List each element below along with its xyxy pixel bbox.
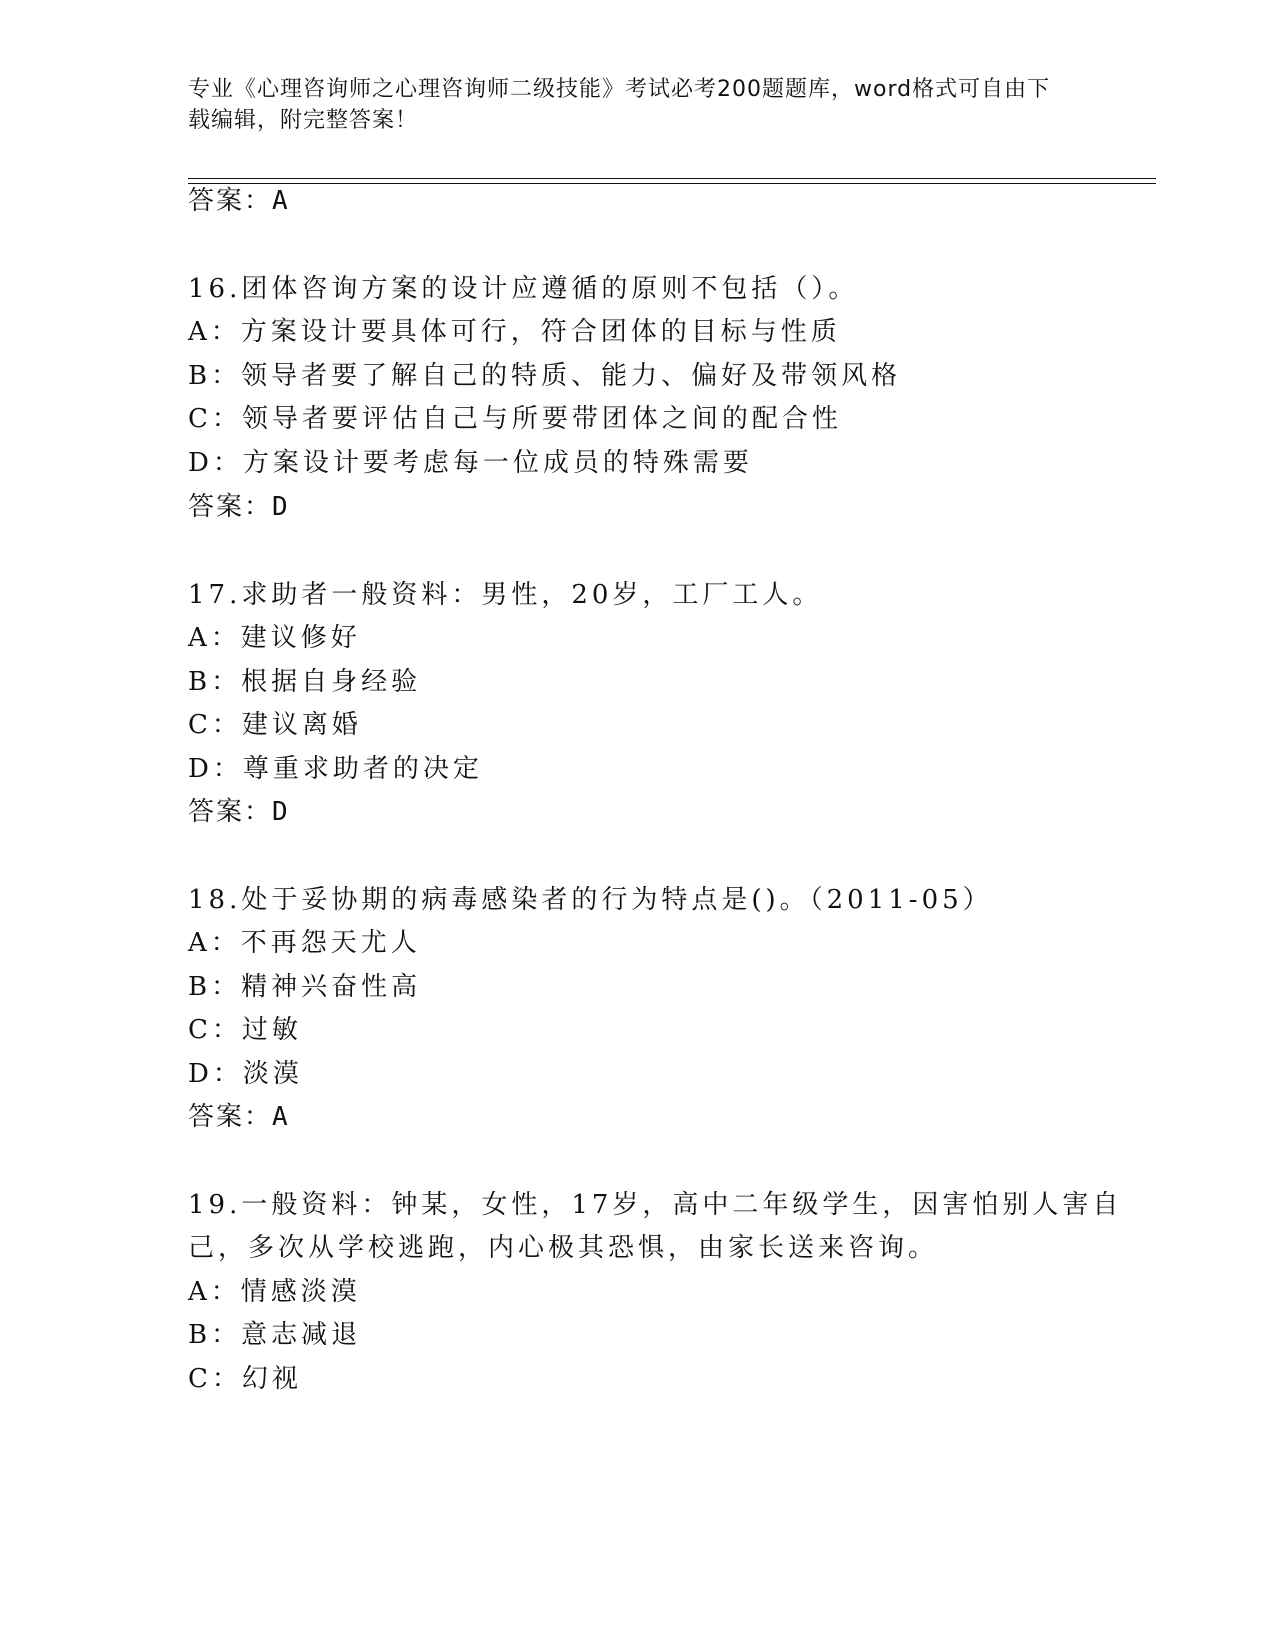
question-18-option-b: B：精神兴奋性高: [188, 972, 422, 1002]
question-19-stem-line-2: 己，多次从学校逃跑，内心极其恐惧，由家长送来咨询。: [188, 1233, 939, 1263]
answer-q18: [188, 1100, 290, 1134]
question-16-stem: 16.团体咨询方案的设计应遵循的原则不包括（）。: [188, 274, 859, 304]
question-19-option-a: A：情感淡漠: [188, 1277, 361, 1307]
question-19-option-c: C：幻视: [188, 1364, 302, 1394]
answer-label: 答案：: [188, 1102, 273, 1132]
answer-q16: [188, 490, 290, 524]
question-16-option-b: B：领导者要了解自己的特质、能力、偏好及带领风格: [188, 361, 902, 391]
question-16-option-d: D：方案设计要考虑每一位成员的特殊需要: [188, 448, 753, 478]
answer-label: 答案：: [188, 492, 273, 522]
question-16-option-c: C：领导者要评估自己与所要带团体之间的配合性: [188, 404, 842, 434]
question-18-option-d: D：淡漠: [188, 1059, 303, 1089]
question-16-option-a: A：方案设计要具体可行，符合团体的目标与性质: [188, 317, 841, 347]
answer-value: D: [272, 492, 290, 522]
question-18-option-a: A：不再怨天尤人: [188, 928, 421, 958]
question-19-option-b: B：意志减退: [188, 1320, 362, 1350]
question-17-option-b: B：根据自身经验: [188, 667, 422, 697]
answer-label: 答案：: [188, 797, 273, 827]
answer-value: A: [272, 1102, 290, 1132]
answer-q15: [188, 184, 290, 218]
question-19-stem-line-1: 19.一般资料：钟某，女性，17岁，高中二年级学生，因害怕别人害自: [188, 1190, 1123, 1220]
document-header: 专业《心理咨询师之心理咨询师二级技能》考试必考200题题库，word格式可自由下载编辑，附完整答案！: [188, 77, 1051, 133]
header-rule-bottom: [188, 183, 1156, 184]
answer-q17: [188, 795, 290, 829]
answer-label: 答案：: [188, 186, 273, 216]
question-18-stem: 18.处于妥协期的病毒感染者的行为特点是()。（2011-05）: [188, 885, 993, 915]
question-17-option-d: D：尊重求助者的决定: [188, 754, 483, 784]
question-17-stem: 17.求助者一般资料：男性，20岁，工厂工人。: [188, 580, 823, 610]
header-rule-top: [188, 178, 1156, 179]
question-17-option-c: C：建议离婚: [188, 710, 362, 740]
answer-value: A: [272, 186, 290, 216]
answer-value: D: [272, 797, 290, 827]
question-17-option-a: A：建议修好: [188, 623, 361, 653]
question-18-option-c: C：过敏: [188, 1015, 302, 1045]
